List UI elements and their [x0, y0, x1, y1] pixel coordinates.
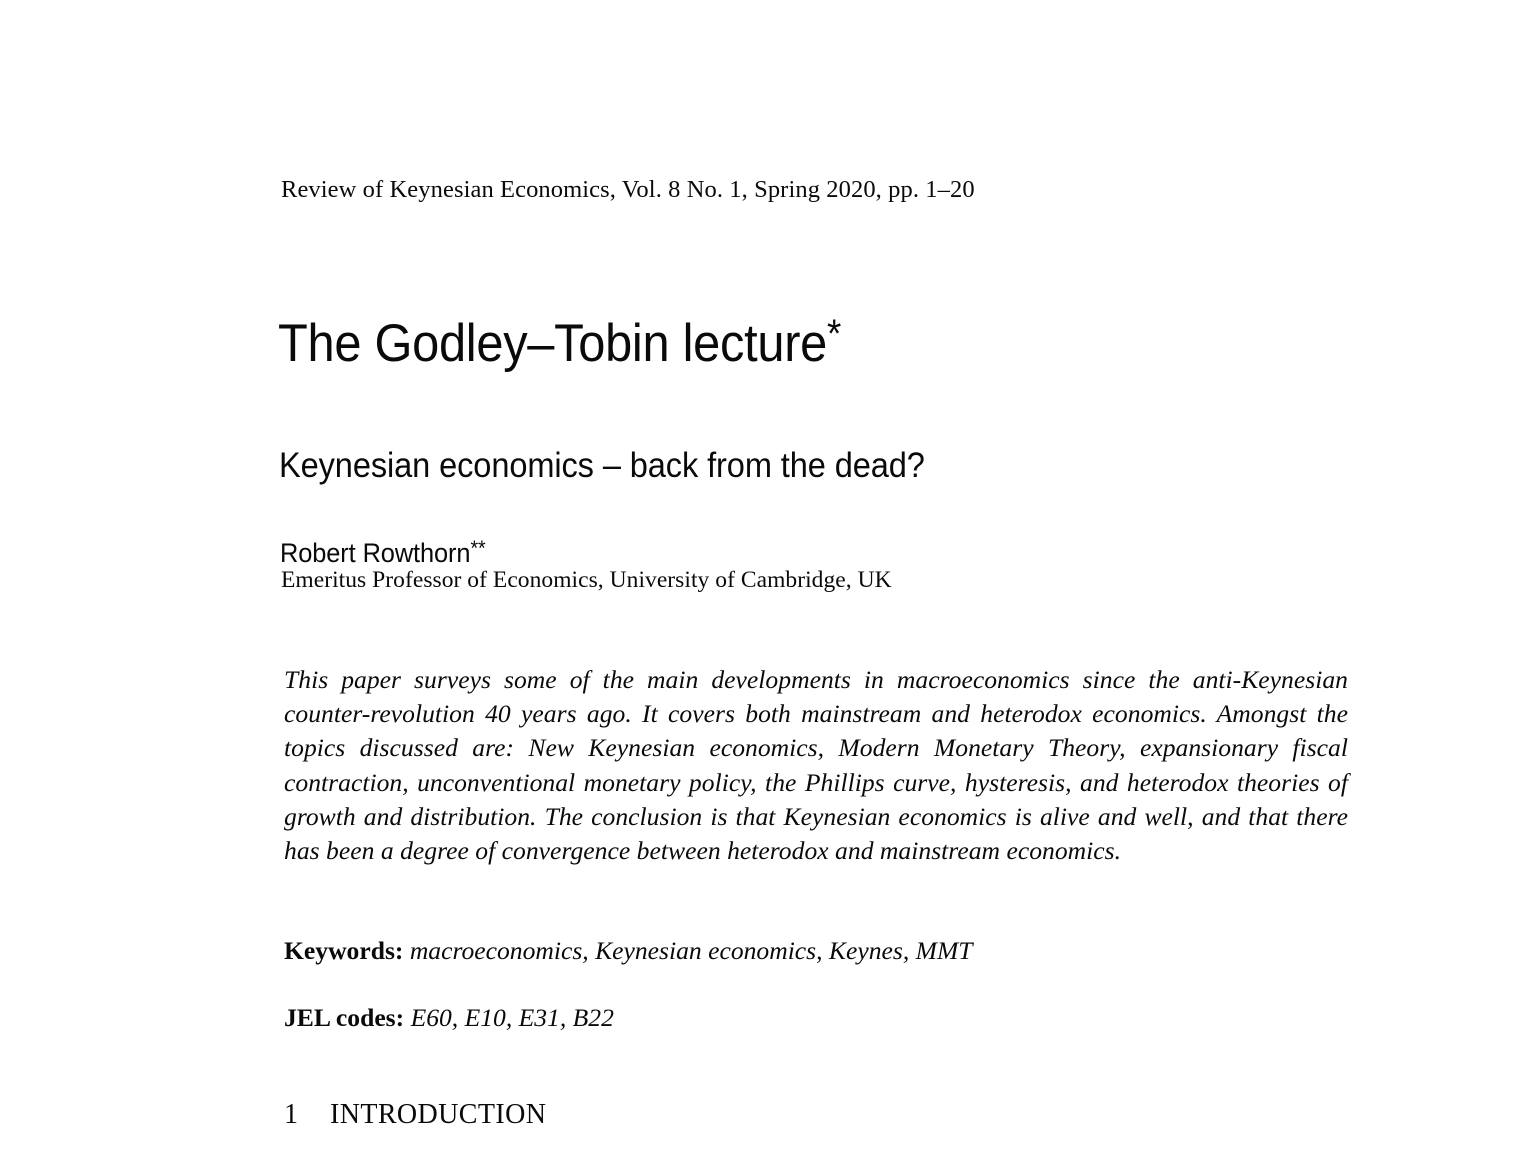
keywords-line — [284, 935, 973, 967]
author-name-text: Robert Rowthorn — [280, 538, 471, 568]
section-title: INTRODUCTION — [330, 1099, 547, 1130]
author-footnote-marker: ** — [470, 537, 486, 560]
jel-codes-label: JEL codes: — [284, 1003, 411, 1032]
section-number: 1 — [284, 1099, 299, 1130]
title-footnote-marker: * — [827, 311, 842, 356]
article-title-text: The Godley–Tobin lecture — [278, 313, 828, 373]
journal-header-line: Review of Keynesian Economics, Vol. 8 No. 1, Spring 2020, pp. 1–20 — [281, 176, 975, 203]
page-title — [278, 313, 1290, 372]
article-subtitle: Keynesian economics – back from the dead? — [279, 446, 925, 486]
author-affiliation: Emeritus Professor of Economics, University of Cambridge, UK — [281, 567, 892, 593]
abstract-block — [284, 663, 1348, 868]
abstract-text: This paper surveys some of the main developments in macroeconomics since the anti-Keynesian counter-revolution 40 years ago. It covers both mainstream and heterodox economics. Amongst the topics discussed are: New Keynesian economics, Modern Monetary Theory, expansionary fiscal contraction, unconventional monetary policy, the Phillips curve, hysteresis, and heterodox theories of growth and distribution. The conclusion is that Keynesian economics is alive and well, and that there has been a degree of convergence between heterodox and mainstream economics. — [284, 665, 1348, 866]
jel-codes-line — [284, 1002, 614, 1034]
author-byline — [280, 537, 486, 569]
jel-codes-value: E60, E10, E31, B22 — [410, 1003, 614, 1032]
keywords-label: Keywords: — [284, 936, 410, 965]
section-heading-introduction — [284, 1098, 546, 1132]
keywords-value: macroeconomics, Keynesian economics, Keynes, MMT — [409, 936, 973, 965]
